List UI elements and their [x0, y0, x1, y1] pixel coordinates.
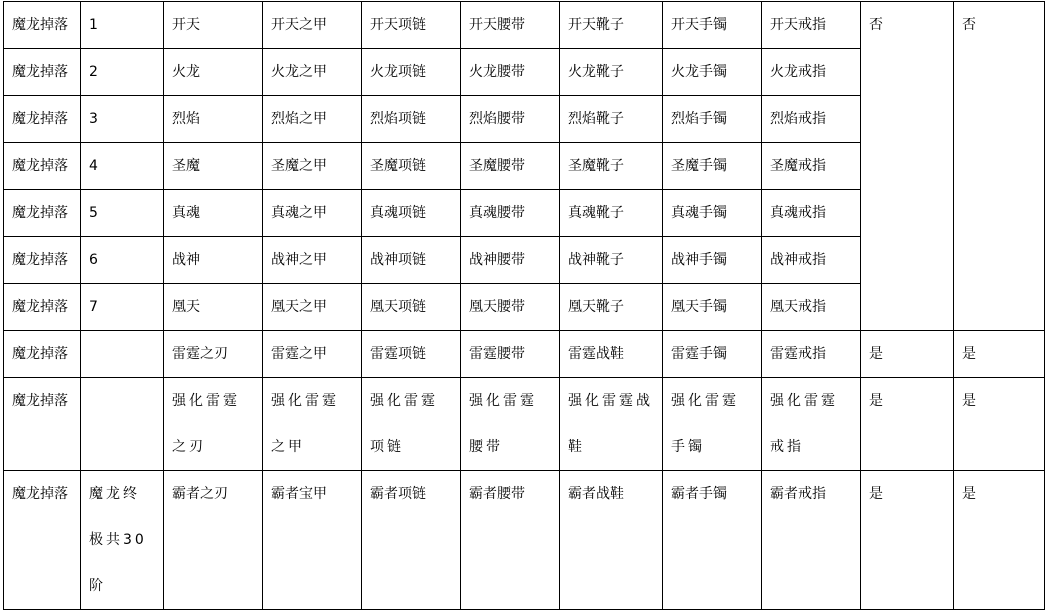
necklace-cell: 开天项链	[362, 2, 461, 49]
boots-cell: 火龙靴子	[560, 49, 663, 96]
belt-cell: 凰天腰带	[461, 284, 560, 331]
boots-cell: 雷霆战鞋	[560, 331, 663, 378]
tier-cell	[81, 331, 164, 378]
armor-cell: 强化雷霆之甲	[263, 378, 362, 471]
armor-cell: 火龙之甲	[263, 49, 362, 96]
ring-cell: 开天戒指	[762, 2, 861, 49]
weapon-cell: 强化雷霆之刃	[164, 378, 263, 471]
belt-cell: 战神腰带	[461, 237, 560, 284]
necklace-cell: 烈焰项链	[362, 96, 461, 143]
weapon-cell: 烈焰	[164, 96, 263, 143]
boots-cell: 圣魔靴子	[560, 143, 663, 190]
bracelet-cell: 开天手镯	[663, 2, 762, 49]
flag-cell-1: 是	[861, 331, 954, 378]
table-row	[4, 471, 1045, 610]
bracelet-cell: 雷霆手镯	[663, 331, 762, 378]
weapon-cell: 开天	[164, 2, 263, 49]
weapon-cell: 火龙	[164, 49, 263, 96]
armor-cell: 雷霆之甲	[263, 331, 362, 378]
belt-cell: 火龙腰带	[461, 49, 560, 96]
necklace-cell: 战神项链	[362, 237, 461, 284]
ring-cell: 雷霆戒指	[762, 331, 861, 378]
table-body	[4, 2, 1045, 610]
bracelet-cell: 火龙手镯	[663, 49, 762, 96]
belt-cell: 雷霆腰带	[461, 331, 560, 378]
armor-cell: 真魂之甲	[263, 190, 362, 237]
belt-cell: 开天腰带	[461, 2, 560, 49]
weapon-cell: 圣魔	[164, 143, 263, 190]
armor-cell: 凰天之甲	[263, 284, 362, 331]
tier-cell: 1	[81, 2, 164, 49]
tier-cell	[81, 378, 164, 471]
source-cell: 魔龙掉落	[4, 378, 81, 471]
tier-cell: 4	[81, 143, 164, 190]
boots-cell: 凰天靴子	[560, 284, 663, 331]
necklace-cell: 雷霆项链	[362, 331, 461, 378]
belt-cell: 霸者腰带	[461, 471, 560, 610]
ring-cell: 真魂戒指	[762, 190, 861, 237]
necklace-cell: 圣魔项链	[362, 143, 461, 190]
source-cell: 魔龙掉落	[4, 237, 81, 284]
source-cell: 魔龙掉落	[4, 2, 81, 49]
boots-cell: 霸者战鞋	[560, 471, 663, 610]
tier-cell: 6	[81, 237, 164, 284]
bracelet-cell: 强化雷霆手镯	[663, 378, 762, 471]
necklace-cell: 凰天项链	[362, 284, 461, 331]
source-cell: 魔龙掉落	[4, 96, 81, 143]
boots-cell: 烈焰靴子	[560, 96, 663, 143]
ring-cell: 霸者戒指	[762, 471, 861, 610]
source-cell: 魔龙掉落	[4, 190, 81, 237]
equipment-table	[3, 1, 1045, 610]
bracelet-cell: 战神手镯	[663, 237, 762, 284]
weapon-cell: 真魂	[164, 190, 263, 237]
flag-cell-1: 是	[861, 378, 954, 471]
armor-cell: 烈焰之甲	[263, 96, 362, 143]
belt-cell: 强化雷霆腰带	[461, 378, 560, 471]
necklace-cell: 火龙项链	[362, 49, 461, 96]
source-cell: 魔龙掉落	[4, 143, 81, 190]
boots-cell: 开天靴子	[560, 2, 663, 49]
boots-cell: 战神靴子	[560, 237, 663, 284]
table-row	[4, 2, 1045, 49]
necklace-cell: 强化雷霆项链	[362, 378, 461, 471]
source-cell: 魔龙掉落	[4, 284, 81, 331]
ring-cell: 火龙戒指	[762, 49, 861, 96]
bracelet-cell: 圣魔手镯	[663, 143, 762, 190]
tier-cell: 魔龙终极共30阶	[81, 471, 164, 610]
table-row	[4, 331, 1045, 378]
source-cell: 魔龙掉落	[4, 471, 81, 610]
necklace-cell: 霸者项链	[362, 471, 461, 610]
tier-cell: 3	[81, 96, 164, 143]
weapon-cell: 战神	[164, 237, 263, 284]
flag-cell-2: 是	[954, 378, 1045, 471]
merged-flag-cell-2: 否	[954, 2, 1045, 331]
tier-cell: 7	[81, 284, 164, 331]
belt-cell: 烈焰腰带	[461, 96, 560, 143]
necklace-cell: 真魂项链	[362, 190, 461, 237]
flag-cell-2: 是	[954, 331, 1045, 378]
bracelet-cell: 凰天手镯	[663, 284, 762, 331]
bracelet-cell: 真魂手镯	[663, 190, 762, 237]
boots-cell: 强化雷霆战鞋	[560, 378, 663, 471]
bracelet-cell: 霸者手镯	[663, 471, 762, 610]
flag-cell-1: 是	[861, 471, 954, 610]
armor-cell: 战神之甲	[263, 237, 362, 284]
tier-cell: 2	[81, 49, 164, 96]
armor-cell: 霸者宝甲	[263, 471, 362, 610]
boots-cell: 真魂靴子	[560, 190, 663, 237]
source-cell: 魔龙掉落	[4, 49, 81, 96]
flag-cell-2: 是	[954, 471, 1045, 610]
weapon-cell: 雷霆之刃	[164, 331, 263, 378]
belt-cell: 真魂腰带	[461, 190, 560, 237]
ring-cell: 战神戒指	[762, 237, 861, 284]
bracelet-cell: 烈焰手镯	[663, 96, 762, 143]
armor-cell: 圣魔之甲	[263, 143, 362, 190]
belt-cell: 圣魔腰带	[461, 143, 560, 190]
ring-cell: 圣魔戒指	[762, 143, 861, 190]
tier-cell: 5	[81, 190, 164, 237]
ring-cell: 烈焰戒指	[762, 96, 861, 143]
armor-cell: 开天之甲	[263, 2, 362, 49]
weapon-cell: 霸者之刃	[164, 471, 263, 610]
source-cell: 魔龙掉落	[4, 331, 81, 378]
weapon-cell: 凰天	[164, 284, 263, 331]
ring-cell: 强化雷霆戒指	[762, 378, 861, 471]
table-row	[4, 378, 1045, 471]
merged-flag-cell-1: 否	[861, 2, 954, 331]
ring-cell: 凰天戒指	[762, 284, 861, 331]
